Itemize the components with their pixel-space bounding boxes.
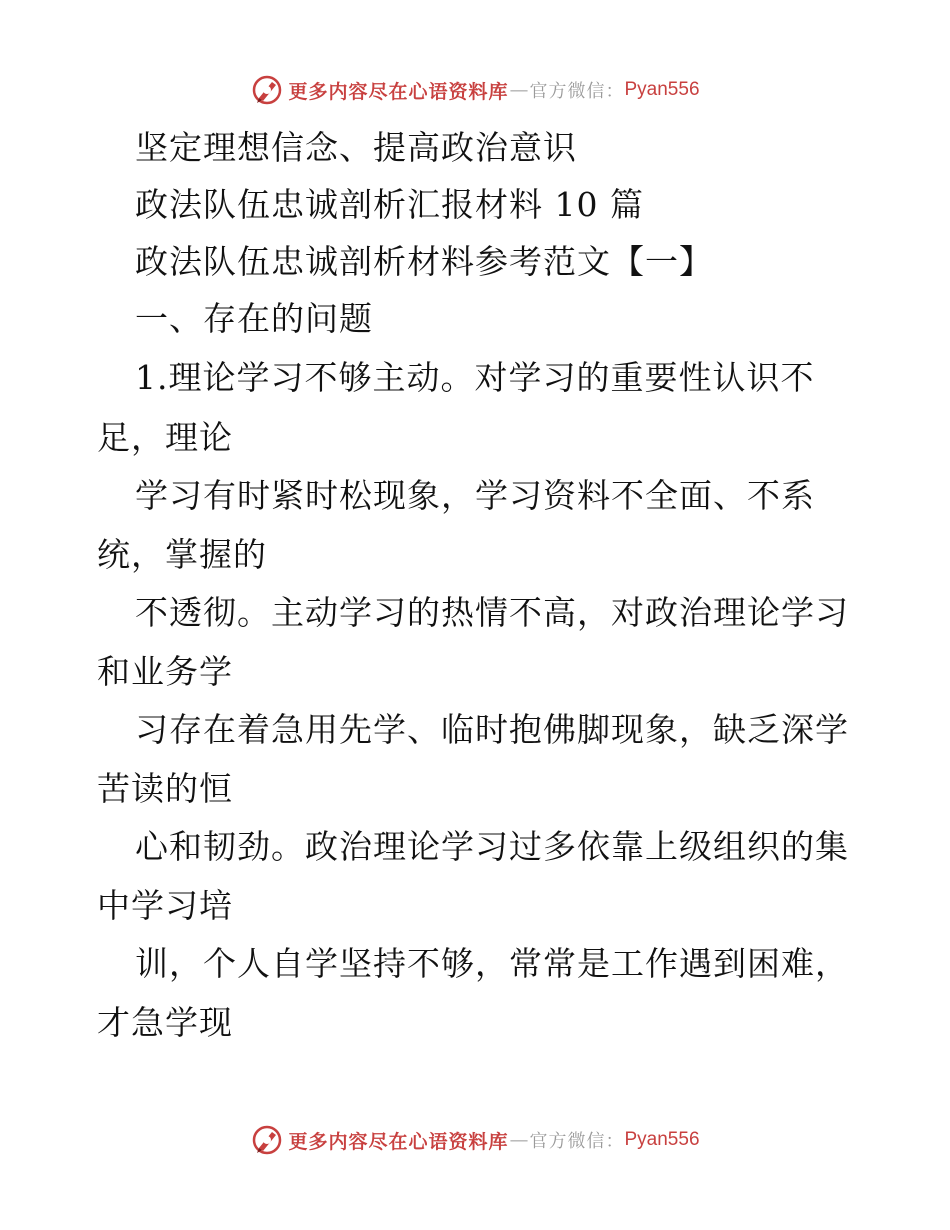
footer-watermark xyxy=(0,1120,950,1160)
header-watermark xyxy=(0,70,950,110)
doc-line: 足，理论 xyxy=(97,418,233,457)
doc-line: 苦读的恒 xyxy=(97,769,233,808)
watermark-site-name: 更多内容尽在心语资料库 xyxy=(288,80,509,103)
doc-line: 不透彻。主动学习的热情不高，对政治理论学习 xyxy=(135,593,849,632)
watermark-dash: — xyxy=(509,1129,529,1151)
doc-line: 1.理论学习不够主动。对学习的重要性认识不 xyxy=(135,358,815,397)
watermark-site-name: 更多内容尽在心语资料库 xyxy=(288,1130,509,1153)
watermark-wechat-id: Pyan556 xyxy=(624,79,700,100)
doc-line: 和业务学 xyxy=(97,652,233,691)
pen-logo-icon xyxy=(250,73,284,107)
doc-line: 学习有时紧时松现象，学习资料不全面、不系 xyxy=(135,476,815,515)
doc-line: 习存在着急用先学、临时抱佛脚现象，缺乏深学 xyxy=(135,710,849,749)
doc-line: 才急学现 xyxy=(97,1003,233,1042)
doc-line: 政法队伍忠诚剖析汇报材料 10 篇 xyxy=(135,185,644,224)
doc-line: 坚定理想信念、提高政治意识 xyxy=(135,128,577,167)
pen-logo-icon xyxy=(250,1123,284,1157)
doc-line: 一、存在的问题 xyxy=(135,299,373,338)
doc-line: 统，掌握的 xyxy=(97,535,267,574)
watermark-wechat-label: 官方微信： xyxy=(529,81,625,102)
doc-line: 政法队伍忠诚剖析材料参考范文【一】 xyxy=(135,242,713,281)
doc-line: 训，个人自学坚持不够，常常是工作遇到困难， xyxy=(135,944,849,983)
watermark-dash: — xyxy=(509,79,529,101)
doc-line: 中学习培 xyxy=(97,886,233,925)
watermark-wechat-id: Pyan556 xyxy=(624,1129,700,1150)
doc-line: 心和韧劲。政治理论学习过多依靠上级组织的集 xyxy=(135,827,849,866)
watermark-wechat-label: 官方微信： xyxy=(529,1131,625,1152)
